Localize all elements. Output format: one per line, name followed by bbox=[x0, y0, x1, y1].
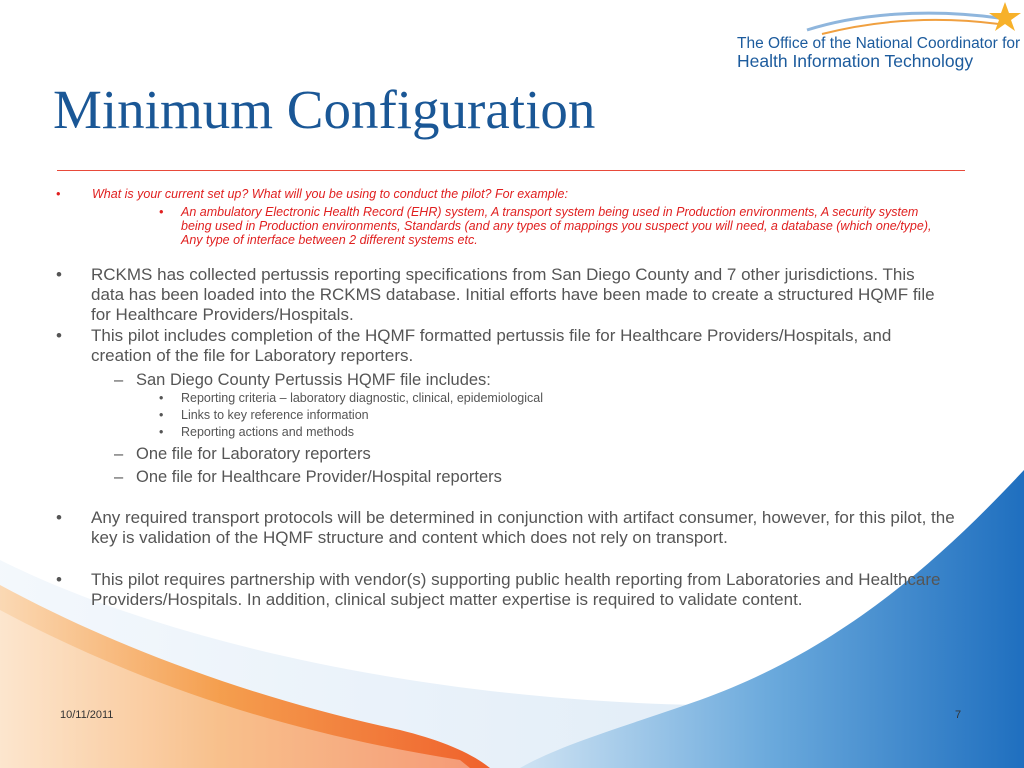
bullet-dot-icon: • bbox=[56, 265, 62, 284]
sub2-bullet-links-text: Links to key reference information bbox=[181, 408, 369, 422]
bullet-pilot-includes bbox=[56, 326, 951, 366]
sub-bullet-sandiego bbox=[114, 370, 936, 390]
sub2-bullet-actions bbox=[159, 424, 881, 441]
bullet-partnership-text: This pilot requires partnership with vendor(s) supporting public health reporting from Laboratories and Healthcare Providers/Hospitals. In addition, clinical subject matter expertise is required to validate content. bbox=[91, 570, 941, 609]
sub2-bullet-actions-text: Reporting actions and methods bbox=[181, 425, 355, 439]
footer-date: 10/11/2011 bbox=[60, 709, 114, 721]
dash-icon: – bbox=[114, 468, 124, 486]
dash-icon: – bbox=[114, 371, 124, 389]
logo-line1: The Office of the National Coordinator for bbox=[737, 35, 1021, 52]
bullet-dot-icon: • bbox=[56, 508, 62, 527]
bullet-dot-icon: • bbox=[159, 391, 164, 405]
bullet-dot-icon: • bbox=[159, 408, 164, 422]
question-text: What is your current set up? What will you be using to conduct the pilot? For example: bbox=[92, 187, 568, 201]
sub-bullet-lab-file-text: One file for Laboratory reporters bbox=[136, 445, 371, 463]
question-bullet bbox=[56, 187, 952, 201]
logo-line2: Health Information Technology bbox=[737, 51, 974, 71]
bullet-dot-icon: • bbox=[56, 570, 62, 589]
bullet-dot-icon: • bbox=[159, 425, 164, 439]
question-sub-text: An ambulatory Electronic Health Record (EHR) system, A transport system being used in Production environments, A security system being used in Production environments, Standards (and any types of mappings you suspect you will need, a database (which one/type), Any type of interface between 2 different systems etc. bbox=[181, 205, 932, 247]
sub2-bullet-criteria bbox=[159, 390, 881, 407]
bullet-transport bbox=[56, 508, 961, 548]
sub-bullet-sandiego-text: San Diego County Pertussis HQMF file includes: bbox=[136, 371, 491, 389]
dash-icon: – bbox=[114, 445, 124, 463]
sub2-bullet-criteria-text: Reporting criteria – laboratory diagnostic, clinical, epidemiological bbox=[181, 391, 543, 405]
sub-bullet-lab-file bbox=[114, 444, 936, 464]
bullet-dot-icon: • bbox=[159, 205, 164, 219]
slide-number: 7 bbox=[955, 709, 962, 721]
sub-bullet-provider-file-text: One file for Healthcare Provider/Hospital reporters bbox=[136, 468, 502, 486]
bullet-transport-text: Any required transport protocols will be determined in conjunction with artifact consumer, however, for this pilot, the key is validation of the HQMF structure and content which does not rely on transport. bbox=[91, 508, 955, 547]
page-title: Minimum Configuration bbox=[53, 79, 596, 140]
sub-bullet-provider-file bbox=[114, 467, 936, 487]
bullet-rckms-text: RCKMS has collected pertussis reporting specifications from San Diego County and 7 other jurisdictions. This data has been loaded into the RCKMS database. Initial efforts have been made to create a structured HQMF file for Healthcare Providers/Hospitals. bbox=[91, 265, 935, 324]
question-sub-bullet bbox=[159, 205, 951, 247]
bullet-dot-icon: • bbox=[56, 187, 61, 201]
bullet-rckms bbox=[56, 265, 951, 325]
sub2-bullet-links bbox=[159, 407, 881, 424]
bullet-partnership bbox=[56, 570, 961, 610]
bullet-dot-icon: • bbox=[56, 326, 62, 345]
bullet-pilot-includes-text: This pilot includes completion of the HQMF formatted pertussis file for Healthcare Providers/Hospitals, and creation of the file for Laboratory reporters. bbox=[91, 326, 892, 365]
